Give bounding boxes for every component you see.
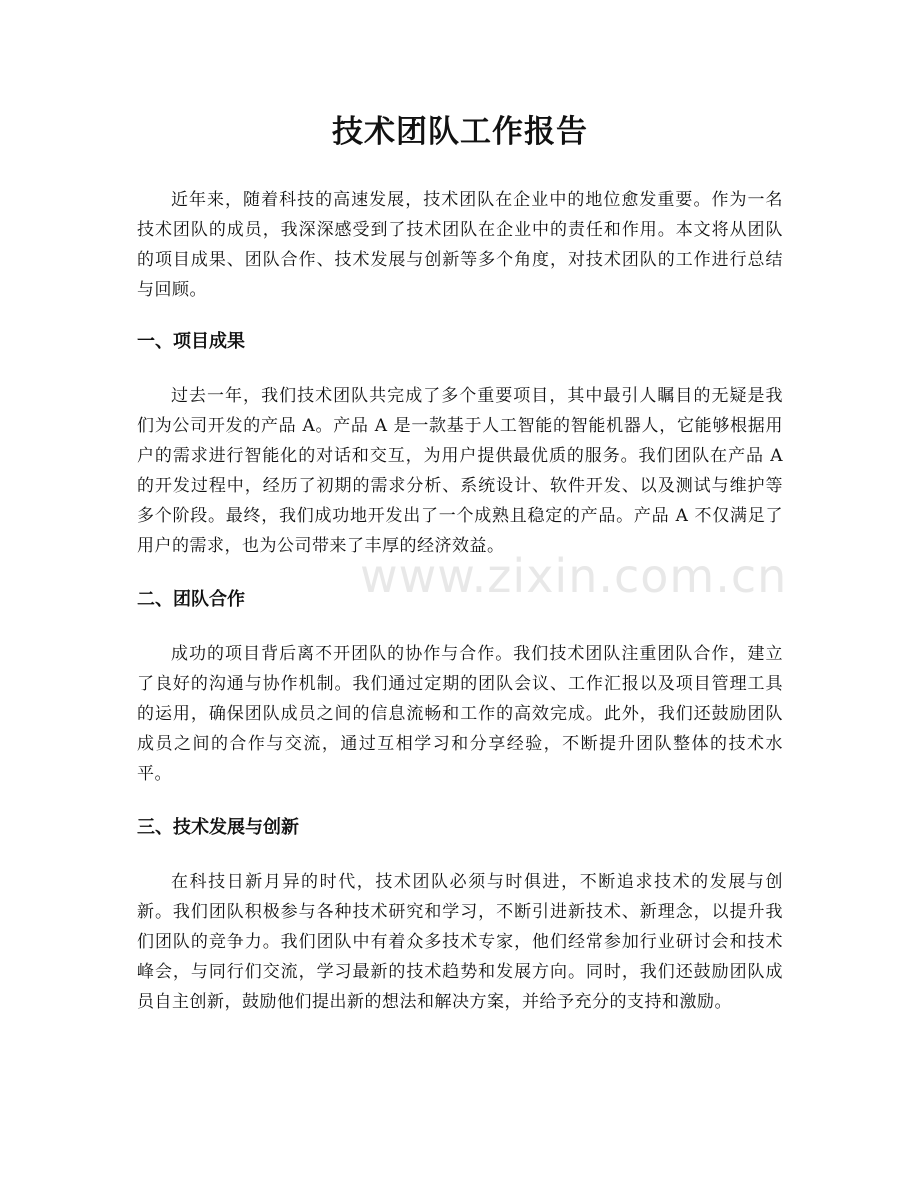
section-heading-project-results: 一、项目成果 (137, 331, 245, 352)
document-title: 技术团队工作报告 (332, 114, 588, 150)
section-body-project-results: 过去一年，我们技术团队共完成了多个重要项目，其中最引人瞩目的无疑是我们为公司开发的产品 A。产品 A 是一款基于人工智能的智能机器人，它能够根据用户的需求进行智能化的对话和交互，为用户提供最优质的服务。我们团队在产品 A 的开发过程中，经历了初期的需求分析、系统设计、软件开发、以及测试与维护等多个阶段。最终，我们成功地开发出了一个成熟且稳定的产品。产品 A 不仅满足了用户的需求，也为公司带来了丰厚的经济效益。 (137, 386, 783, 556)
section-heading-tech-innovation: 三、技术发展与创新 (137, 817, 299, 838)
section-heading-team-collaboration: 二、团队合作 (137, 589, 245, 610)
section-body-team-collaboration: 成功的项目背后离不开团队的协作与合作。我们技术团队注重团队合作，建立了良好的沟通与协作机制。我们通过定期的团队会议、工作汇报以及项目管理工具的运用，确保团队成员之间的信息流畅和工作的高效完成。此外，我们还鼓励团队成员之间的合作与交流，通过互相学习和分享经验，不断提升团队整体的技术水平。 (137, 644, 783, 784)
document-body (137, 110, 783, 1017)
intro-paragraph: 近年来，随着科技的高速发展，技术团队在企业中的地位愈发重要。作为一名技术团队的成员，我深深感受到了技术团队在企业中的责任和作用。本文将从团队的项目成果、团队合作、技术发展与创新等多个角度，对技术团队的工作进行总结与回顾。 (137, 190, 783, 300)
section-body-tech-innovation: 在科技日新月异的时代，技术团队必须与时俱进，不断追求技术的发展与创新。我们团队积极参与各种技术研究和学习，不断引进新技术、新理念，以提升我们团队的竞争力。我们团队中有着众多技术专家，他们经常参加行业研讨会和技术峰会，与同行们交流，学习最新的技术趋势和发展方向。同时，我们还鼓励团队成员自主创新，鼓励他们提出新的想法和解决方案，并给予充分的支持和激励。 (137, 872, 783, 1012)
watermark: www.zixin.com.cn (360, 549, 788, 603)
